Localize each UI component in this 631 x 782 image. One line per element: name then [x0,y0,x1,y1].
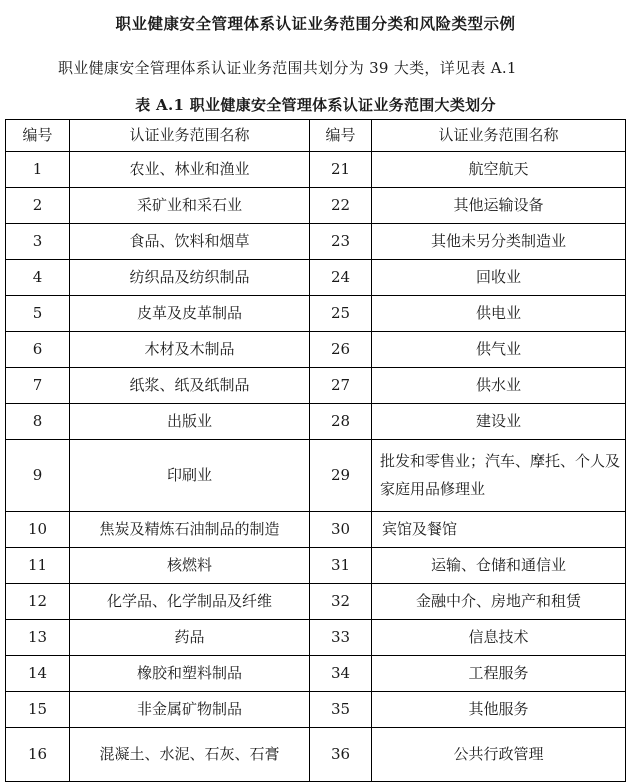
row-number-left: 16 [6,728,70,782]
row-name-right: 公共行政管理 [372,728,626,782]
row-name-right: 工程服务 [372,656,626,692]
row-name-right: 航空航天 [372,152,626,188]
row-name-left: 非金属矿物制品 [70,692,310,728]
row-number-right: 28 [310,404,372,440]
row-number-left: 7 [6,368,70,404]
table-row [6,260,626,296]
row-name-left: 纺织品及纺织制品 [70,260,310,296]
row-number-left: 13 [6,620,70,656]
table-row [6,584,626,620]
row-name-right: 其他运输设备 [372,188,626,224]
table-row [6,296,626,332]
table-row [6,548,626,584]
row-number-right: 24 [310,260,372,296]
row-name-right: 回收业 [372,260,626,296]
row-number-left: 11 [6,548,70,584]
row-name-left: 食品、饮料和烟草 [70,224,310,260]
row-number-right: 27 [310,368,372,404]
row-name-left: 混凝土、水泥、石灰、石膏 [70,728,310,782]
row-name-right: 运输、仓储和通信业 [372,548,626,584]
row-number-left: 12 [6,584,70,620]
row-number-left: 15 [6,692,70,728]
row-number-right: 33 [310,620,372,656]
header-name-2: 认证业务范围名称 [372,120,626,152]
document-title: 职业健康安全管理体系认证业务范围分类和风险类型示例 [115,14,516,33]
row-number-right: 32 [310,584,372,620]
row-number-right: 22 [310,188,372,224]
row-number-left: 10 [6,512,70,548]
table-row [6,692,626,728]
row-name-right: 供水业 [372,368,626,404]
row-number-right: 21 [310,152,372,188]
row-number-left: 14 [6,656,70,692]
row-number-right: 25 [310,296,372,332]
table-row [6,332,626,368]
row-number-left: 6 [6,332,70,368]
row-number-right: 23 [310,224,372,260]
row-number-left: 3 [6,224,70,260]
table-row [6,404,626,440]
row-number-left: 4 [6,260,70,296]
row-number-left: 5 [6,296,70,332]
row-name-left: 农业、林业和渔业 [70,152,310,188]
row-name-left: 印刷业 [70,440,310,512]
row-name-right: 金融中介、房地产和租赁 [372,584,626,620]
row-number-right: 36 [310,728,372,782]
row-number-left: 8 [6,404,70,440]
row-number-right: 29 [310,440,372,512]
row-number-right: 34 [310,656,372,692]
scope-table [5,119,626,782]
header-name-1: 认证业务范围名称 [70,120,310,152]
row-name-right: 建设业 [372,404,626,440]
row-name-right: 其他服务 [372,692,626,728]
table-row [6,224,626,260]
row-name-right: 信息技术 [372,620,626,656]
table-row [6,188,626,224]
row-name-left: 木材及木制品 [70,332,310,368]
row-number-left: 9 [6,440,70,512]
row-name-right: 宾馆及餐馆 [372,512,626,548]
row-number-right: 31 [310,548,372,584]
table-row [6,440,626,512]
table-row [6,152,626,188]
row-name-right: 其他未另分类制造业 [372,224,626,260]
table-row [6,728,626,782]
row-number-right: 35 [310,692,372,728]
row-number-left: 1 [6,152,70,188]
table-caption: 表 A.1 职业健康安全管理体系认证业务范围大类划分 [135,96,496,114]
row-number-right: 30 [310,512,372,548]
row-name-left: 焦炭及精炼石油制品的制造 [70,512,310,548]
table-row [6,656,626,692]
header-number-2: 编号 [310,120,372,152]
row-number-left: 2 [6,188,70,224]
row-name-right: 供气业 [372,332,626,368]
table-row [6,620,626,656]
row-name-left: 核燃料 [70,548,310,584]
table-row [6,512,626,548]
intro-paragraph: 职业健康安全管理体系认证业务范围共划分为 39 大类，详见表 A.1 [58,59,517,77]
row-name-left: 橡胶和塑料制品 [70,656,310,692]
table-row [6,368,626,404]
row-name-left: 采矿业和采石业 [70,188,310,224]
row-name-left: 出版业 [70,404,310,440]
table-header-row [6,120,626,152]
header-number-1: 编号 [6,120,70,152]
row-name-left: 化学品、化学制品及纤维 [70,584,310,620]
row-name-left: 药品 [70,620,310,656]
row-name-right: 批发和零售业；汽车、摩托、个人及家庭用品修理业 [372,440,626,512]
row-name-right: 供电业 [372,296,626,332]
row-name-left: 纸浆、纸及纸制品 [70,368,310,404]
row-name-left: 皮革及皮革制品 [70,296,310,332]
row-number-right: 26 [310,332,372,368]
